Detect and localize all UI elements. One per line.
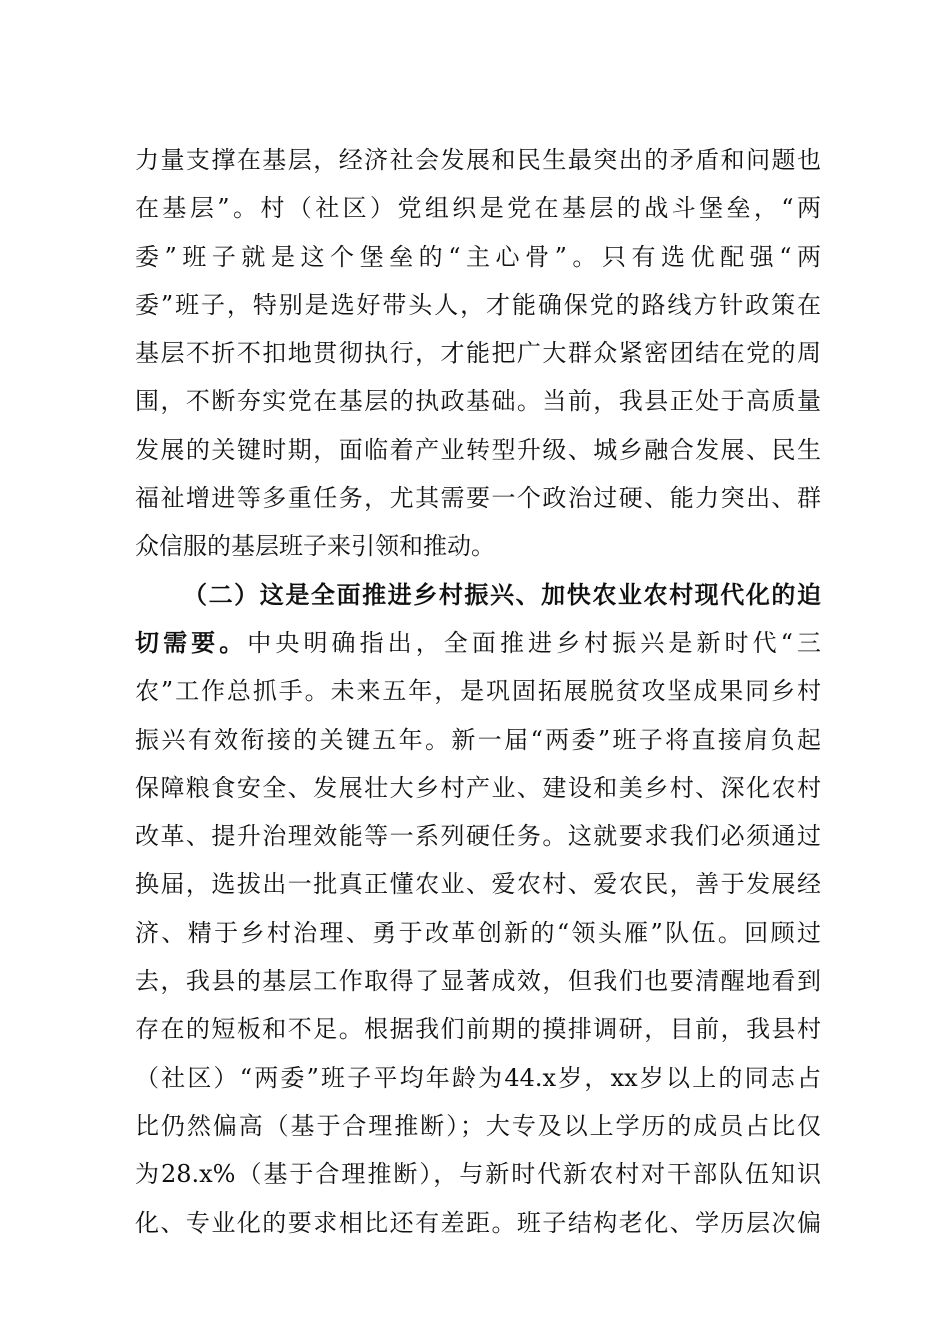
text-line: 围，不断夯实党在基层的执政基础。当前，我县正处于高质量 xyxy=(135,387,821,416)
document-page xyxy=(135,136,821,1247)
text-line: 济、精于乡村治理、勇于改革创新的“领头雁”队伍。回顾过 xyxy=(135,918,821,947)
text-line: 为28.x%（基于合理推断），与新时代新农村对干部队伍知识 xyxy=(135,1160,821,1189)
text-line: 保障粮食安全、发展壮大乡村产业、建设和美乡村、深化农村 xyxy=(135,773,821,802)
paragraph-1 xyxy=(135,136,821,571)
text-line: 存在的短板和不足。根据我们前期的摸排调研，目前，我县村 xyxy=(135,1015,821,1044)
text-line: 力量支撑在基层，经济社会发展和民生最突出的矛盾和问题也 xyxy=(135,146,821,174)
text-line: 比仍然偏高（基于合理推断）；大专及以上学历的成员占比仅 xyxy=(135,1111,821,1140)
text-line: 化、专业化的要求相比还有差距。班子结构老化、学历层次偏 xyxy=(135,1208,821,1237)
text-line: 委”班子，特别是选好带头人，才能确保党的路线方针政策在 xyxy=(135,290,821,319)
text-line: 福祉增进等多重任务，尤其需要一个政治过硬、能力突出、群 xyxy=(135,484,821,513)
text-line xyxy=(135,619,821,667)
text-line: 委”班子就是这个堡垒的“主心骨”。只有选优配强“两 xyxy=(135,242,821,271)
text-line: 改革、提升治理效能等一系列硬任务。这就要求我们必须通过 xyxy=(135,822,821,851)
text-segment: 中央明确指出，全面推进乡村振兴是新时代“三 xyxy=(247,628,821,657)
text-line: 振兴有效衔接的关键五年。新一届“两委”班子将直接肩负起 xyxy=(135,725,821,754)
text-line: 换届，选拔出一批真正懂农业、爱农村、爱农民，善于发展经 xyxy=(135,870,821,899)
paragraph-2 xyxy=(135,571,821,1247)
text-line: 去，我县的基层工作取得了显著成效，但我们也要清醒地看到 xyxy=(135,967,821,996)
section-heading-end: 切需要。 xyxy=(135,627,248,657)
section-heading-line: （二）这是全面推进乡村振兴、加快农业农村现代化的迫 xyxy=(183,579,821,609)
text-line: 众信服的基层班子来引领和推动。 xyxy=(135,532,495,561)
text-line: 基层不折不扣地贯彻执行，才能把广大群众紧密团结在党的周 xyxy=(135,339,821,368)
text-line: 农”工作总抓手。未来五年，是巩固拓展脱贫攻坚成果同乡村 xyxy=(135,677,821,706)
text-line: （社区）“两委”班子平均年龄为44.x岁，xx岁以上的同志占 xyxy=(135,1063,821,1092)
text-line: 在基层”。村（社区）党组织是党在基层的战斗堡垒，“两 xyxy=(135,194,821,223)
text-line: 发展的关键时期，面临着产业转型升级、城乡融合发展、民生 xyxy=(135,435,821,464)
